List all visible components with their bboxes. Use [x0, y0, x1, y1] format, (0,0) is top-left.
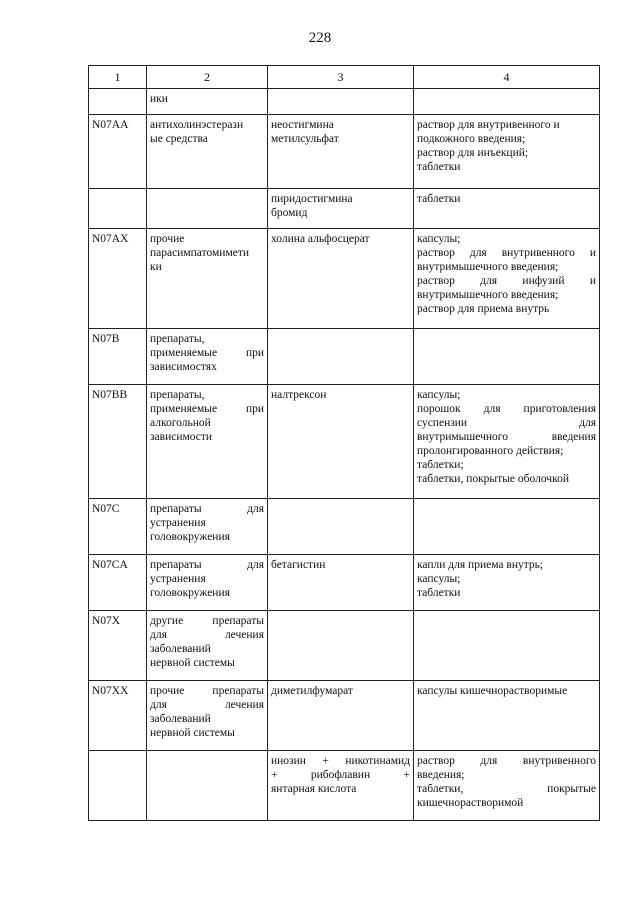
- dosage-forms-cell: [414, 385, 600, 499]
- substance-cell: [268, 229, 414, 329]
- group-line: заболеваний: [150, 713, 211, 725]
- form-line: капли для приема внутрь;: [417, 559, 544, 571]
- form-line: капсулы;: [417, 573, 461, 585]
- dosage-forms-cell: [414, 115, 600, 189]
- group-line: прочие: [150, 233, 185, 245]
- atc-code-cell: N07CA: [89, 555, 147, 611]
- atc-code-cell: N07B: [89, 329, 147, 385]
- group-line: головокружения: [150, 587, 230, 599]
- group-line: устранения: [150, 517, 206, 529]
- atc-code-cell: N07AA: [89, 115, 147, 189]
- group-line: нервной системы: [150, 657, 235, 669]
- atc-code-cell: N07X: [89, 611, 147, 681]
- group-line: применяемые при: [150, 347, 264, 359]
- group-cell: [147, 329, 268, 385]
- form-line: раствор для внутривенного: [417, 755, 596, 767]
- table-row: [89, 189, 600, 229]
- substance-line: диметилфумарат: [271, 685, 353, 697]
- group-cell: [147, 751, 268, 821]
- dosage-forms-cell: [414, 329, 600, 385]
- table-row: [89, 89, 600, 115]
- form-line: внутримышечного введения: [417, 431, 596, 443]
- substance-line: бромид: [271, 207, 308, 219]
- header-cell-1: 1: [89, 66, 147, 89]
- substance-line: пиридостигмина: [271, 193, 353, 205]
- group-line: заболеваний: [150, 643, 211, 655]
- group-cell: [147, 115, 268, 189]
- group-line: зависимостях: [150, 361, 217, 373]
- group-cell: [147, 189, 268, 229]
- dosage-forms-cell: [414, 611, 600, 681]
- form-line: внутримышечного введения;: [417, 261, 559, 273]
- group-cell: [147, 555, 268, 611]
- atc-code-cell: [89, 189, 147, 229]
- substance-line: янтарная кислота: [271, 783, 357, 795]
- dosage-forms-cell: [414, 189, 600, 229]
- group-line: препараты для: [150, 503, 264, 515]
- dosage-forms-cell: [414, 681, 600, 751]
- table-row: [89, 115, 600, 189]
- form-line: капсулы;: [417, 233, 461, 245]
- form-line: капсулы кишечнорастворимые: [417, 685, 568, 697]
- atc-code-cell: N07C: [89, 499, 147, 555]
- form-line: раствор для инфузий и: [417, 275, 596, 287]
- form-line: раствор для внутривенного и: [417, 119, 560, 131]
- substance-line: метилсульфат: [271, 133, 339, 145]
- page-number: 228: [308, 30, 332, 46]
- form-line: таблетки: [417, 193, 461, 205]
- form-line: подкожного введения;: [417, 133, 526, 145]
- group-line: алкогольной: [150, 417, 211, 429]
- group-cell: [147, 89, 268, 115]
- dosage-forms-cell: [414, 751, 600, 821]
- group-cell: [147, 611, 268, 681]
- form-line: введения;: [417, 769, 465, 781]
- group-line: препараты,: [150, 389, 205, 401]
- group-line: другие препараты: [150, 615, 264, 627]
- group-line: нервной системы: [150, 727, 235, 739]
- table-header-row: [89, 66, 600, 89]
- atc-code-cell: [89, 89, 147, 115]
- atc-code-cell: N07AX: [89, 229, 147, 329]
- form-line: суспензии для: [417, 417, 596, 429]
- substance-line: холина альфосцерат: [271, 233, 370, 245]
- substance-cell: [268, 499, 414, 555]
- group-line: ки: [150, 261, 162, 273]
- form-line: раствор для инъекций;: [417, 147, 529, 159]
- table-row: [89, 611, 600, 681]
- dosage-forms-cell: [414, 499, 600, 555]
- header-cell-2: 2: [147, 66, 268, 89]
- substance-line: бетагистин: [271, 559, 326, 571]
- atc-code-cell: N07BB: [89, 385, 147, 499]
- group-line: для лечения: [150, 699, 264, 711]
- form-line: порошок для приготовления: [417, 403, 596, 415]
- group-line: прочие препараты: [150, 685, 264, 697]
- form-line: таблетки, покрытые: [417, 783, 596, 795]
- form-line: таблетки: [417, 587, 461, 599]
- group-line: для лечения: [150, 629, 264, 641]
- atc-code-cell: [89, 751, 147, 821]
- form-line: кишечнорастворимой: [417, 797, 524, 809]
- group-cell: [147, 499, 268, 555]
- form-line: таблетки, покрытые оболочкой: [417, 473, 569, 485]
- group-line: головокружения: [150, 531, 230, 543]
- table-row: [89, 229, 600, 329]
- substance-cell: [268, 115, 414, 189]
- table-row: [89, 329, 600, 385]
- form-line: таблетки: [417, 161, 461, 173]
- group-cell: [147, 681, 268, 751]
- substance-line: + рибофлавин +: [271, 769, 410, 781]
- substance-cell: [268, 611, 414, 681]
- table-row: [89, 385, 600, 499]
- substance-cell: [268, 89, 414, 115]
- group-cell: [147, 229, 268, 329]
- form-line: раствор для внутривенного и: [417, 247, 596, 259]
- group-cell: [147, 385, 268, 499]
- group-line: устранения: [150, 573, 206, 585]
- group-line: применяемые при: [150, 403, 264, 415]
- form-line: капсулы;: [417, 389, 461, 401]
- group-line: ые средства: [150, 133, 208, 145]
- table-row: [89, 681, 600, 751]
- form-line: внутримышечного введения;: [417, 289, 559, 301]
- substance-cell: [268, 329, 414, 385]
- group-line: антихолинэстеразн: [150, 119, 244, 131]
- substance-cell: [268, 385, 414, 499]
- form-line: пролонгированного действия;: [417, 445, 564, 457]
- group-line: ики: [150, 93, 168, 105]
- dosage-forms-cell: [414, 89, 600, 115]
- substance-cell: [268, 555, 414, 611]
- form-line: таблетки;: [417, 459, 464, 471]
- substance-cell: [268, 751, 414, 821]
- table-row: [89, 555, 600, 611]
- substance-cell: [268, 681, 414, 751]
- header-cell-4: 4: [414, 66, 600, 89]
- table-row: [89, 499, 600, 555]
- drug-classification-table: [88, 65, 600, 821]
- group-line: зависимости: [150, 431, 213, 443]
- substance-line: инозин + никотинамид: [271, 755, 410, 767]
- dosage-forms-cell: [414, 555, 600, 611]
- group-line: препараты для: [150, 559, 264, 571]
- atc-code-cell: N07XX: [89, 681, 147, 751]
- group-line: парасимпатомимети: [150, 247, 250, 259]
- group-line: препараты,: [150, 333, 205, 345]
- substance-line: неостигмина: [271, 119, 334, 131]
- dosage-forms-cell: [414, 229, 600, 329]
- substance-cell: [268, 189, 414, 229]
- header-cell-3: 3: [268, 66, 414, 89]
- substance-line: налтрексон: [271, 389, 327, 401]
- form-line: раствор для приема внутрь: [417, 303, 550, 315]
- table-row: [89, 751, 600, 821]
